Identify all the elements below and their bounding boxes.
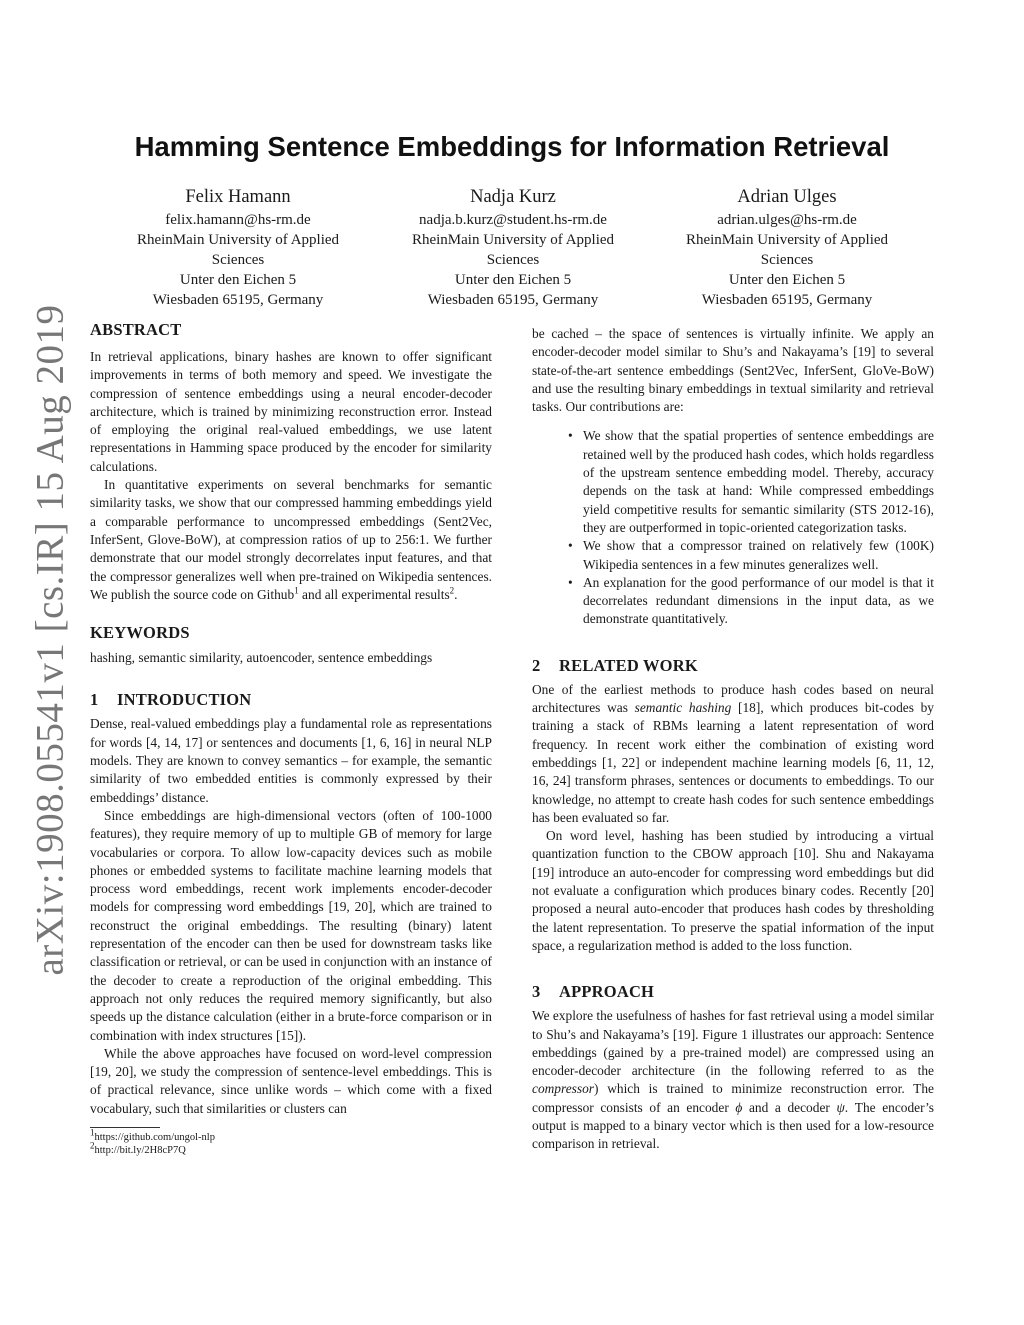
left-column: [90, 320, 492, 1158]
author-street: Unter den Eichen 5: [454, 272, 572, 288]
author-street: Unter den Eichen 5: [179, 272, 297, 288]
body-paragraph: One of the earliest methods to produce hash codes based on neural architectures was semantic hashing [18], which produces bit-codes by training a stack of RBMs learning a latent representation of word frequency. In recent work either the combination of existing word embeddings [1, 22] or independent machine learning models [6, 11, 12, 16, 24] transform phrases, sentences or documents to embeddings. To our knowledge, no attempt to create hash codes for such sentence embeddings has been evaluated so far.: [532, 681, 934, 825]
abstract-paragraph: In quantitative experiments on several benchmarks for semantic similarity tasks, we show that our compressed hamming embeddings yield a comparable performance to uncompressed embeddings (Sent2Vec, InferSent, Glove-BoW), at compression ratios of up to 256:1. We further demonstrate that our model strongly decorrelates input features, and that the compressor generalizes well when pre-trained on Wikipedia sentences. We publish the source code on Github$^1$ and all experimental results$^2$.: [90, 477, 492, 602]
keywords-text: hashing, semantic similarity, autoencoder, sentence embeddings: [90, 650, 433, 666]
footnote-rule: [90, 1127, 160, 1128]
contributions-list: [532, 427, 934, 628]
body-paragraph: Dense, real-valued embeddings play a fundamental role as representations for words [4, 14, 17] or sentences and documents [1, 6, 16] in neural NLP models. They are known to convey semantics – for example, the semantic similarity of two embedded entities is commonly expressed by their embeddings’ distance.: [90, 716, 492, 805]
footnote: $^1$https://github.com/ungol-nlp: [90, 1127, 215, 1143]
author-affiliation: RheinMain University of Applied Sciences: [136, 232, 340, 268]
author-email: nadja.b.kurz@student.hs-rm.de: [419, 212, 607, 228]
author-city: Wiesbaden 65195, Germany: [152, 292, 324, 308]
author-name: Felix Hamann: [185, 187, 291, 207]
body-paragraph: While the above approaches have focused on word-level compression [19, 20], we study the compression of sentence-level embeddings. This is of practical relevance, since unlike words – which come with a fixed vocabulary, such that similarities or clusters can: [90, 1045, 492, 1116]
author-affiliation: RheinMain University of Applied Sciences: [685, 232, 889, 268]
author-email: felix.hamann@hs-rm.de: [165, 212, 311, 228]
author-block: [388, 184, 638, 310]
footnote: $^2$http://bit.ly/2H8cP7Q: [90, 1140, 186, 1157]
abstract-paragraph: In retrieval applications, binary hashes are known to offer significant improvements in terms of both memory and speed. We investigate the compression of sentence embeddings using a neural encoder-decoder architecture, which is trained by minimizing reconstruction error. Instead of employing the original real-valued embeddings, we use latent representations in Hamming space produced by the encoder for similarity calculations.: [90, 349, 492, 474]
body-paragraph: Since embeddings are high-dimensional vectors (often of 100-1000 features), they require memory of up to multiple GB of memory for large vocabularies or corpora. To allow low-capacity devices such as mobile phones or embedded systems to facilitate machine learning models that process word embeddings, recent work implements encoder-decoder models for compressing word embeddings [19, 20], which are trained to reconstruct the original embeddings. The resulting (binary) latent representation of the encoder can then be used for downstream tasks like classification or retrieval, or can be used in conjunction with an instance of the decoder to create a reproduction of the original embedding. This approach not only reduces the required memory significantly, but also speeds up the distance calculation (either in a brute-force comparison or in combination with index structures [15]).: [90, 807, 492, 1043]
abstract-heading: ABSTRACT: [90, 320, 182, 339]
body-paragraph: We explore the usefulness of hashes for fast retrieval using a model similar to Shu’s and Nakayama’s [19]. Figure 1 illustrates our approach: Sentence embeddings (gained by a pre-trained model) are compressed using an encoder-decoder architecture (in the following referred to as the compressor) which is trained to minimize reconstruction error. The compressor consists of an encoder ϕ and a decoder ψ. The encoder’s output is mapped to a binary vector which is then used for a low-resource comparison in retrieval.: [532, 1008, 935, 1152]
paper-title: Hamming Sentence Embeddings for Information Retrieval: [134, 131, 890, 162]
section-heading-approach: 3 APPROACH: [532, 982, 655, 1002]
right-column: [532, 325, 934, 1154]
author-street: Unter den Eichen 5: [728, 272, 846, 288]
author-email: adrian.ulges@hs-rm.de: [717, 212, 857, 228]
author-city: Wiesbaden 65195, Germany: [701, 292, 873, 308]
list-item: • We show that the spatial properties of sentence embeddings are retained well by the produced hash codes, which holds regardless of the upstream sentence embedding model. Thereby, accuracy depends on the task at hand: While compressed embeddings yield competitive results for semantic similarity (STS 2012-16), they are outperformed in topic-oriented categorization tasks.: [583, 427, 934, 537]
list-item: • An explanation for the good performance of our model is that it decorrelates redundant dimensions in the input data, as we demonstrate quantitatively.: [583, 574, 934, 629]
author-affiliation: RheinMain University of Applied Sciences: [411, 232, 615, 268]
keywords-heading: KEYWORDS: [90, 623, 190, 643]
author-city: Wiesbaden 65195, Germany: [427, 292, 599, 308]
list-item: • We show that a compressor trained on relatively few (100K) Wikipedia sentences in a few minutes generalizes well.: [583, 537, 934, 574]
author-name: Adrian Ulges: [737, 187, 837, 207]
author-name: Nadja Kurz: [470, 187, 556, 207]
body-paragraph: On word level, hashing has been studied by introducing a virtual quantization function to the CBOW approach [10]. Shu and Nakayama [19] introduce an auto-encoder for compressing word embeddings but did not evaluate a configuration which produces binary codes. Recently [20] proposed a neural auto-encoder that produces hash codes by thresholding the latent representation. To preserve the spatial information of the input space, a regularization method is added to the loss function.: [532, 828, 934, 953]
author-block: [113, 184, 363, 310]
body-paragraph: be cached – the space of sentences is virtually infinite. We apply an encoder-decoder model similar to Shu’s and Nakayama’s [19] to several state-of-the-art sentence embeddings (Sent2Vec, InferSent, GloVe-BoW) and use the resulting binary embeddings in textual similarity and retrieval tasks. Our contributions are:: [532, 326, 934, 415]
author-block: [662, 184, 912, 310]
section-heading-introduction: 1 INTRODUCTION: [90, 690, 252, 710]
arxiv-identifier: arXiv:1908.05541v1 [cs.IR] 15 Aug 2019: [28, 304, 72, 976]
section-heading-related-work: 2 RELATED WORK: [532, 655, 698, 675]
